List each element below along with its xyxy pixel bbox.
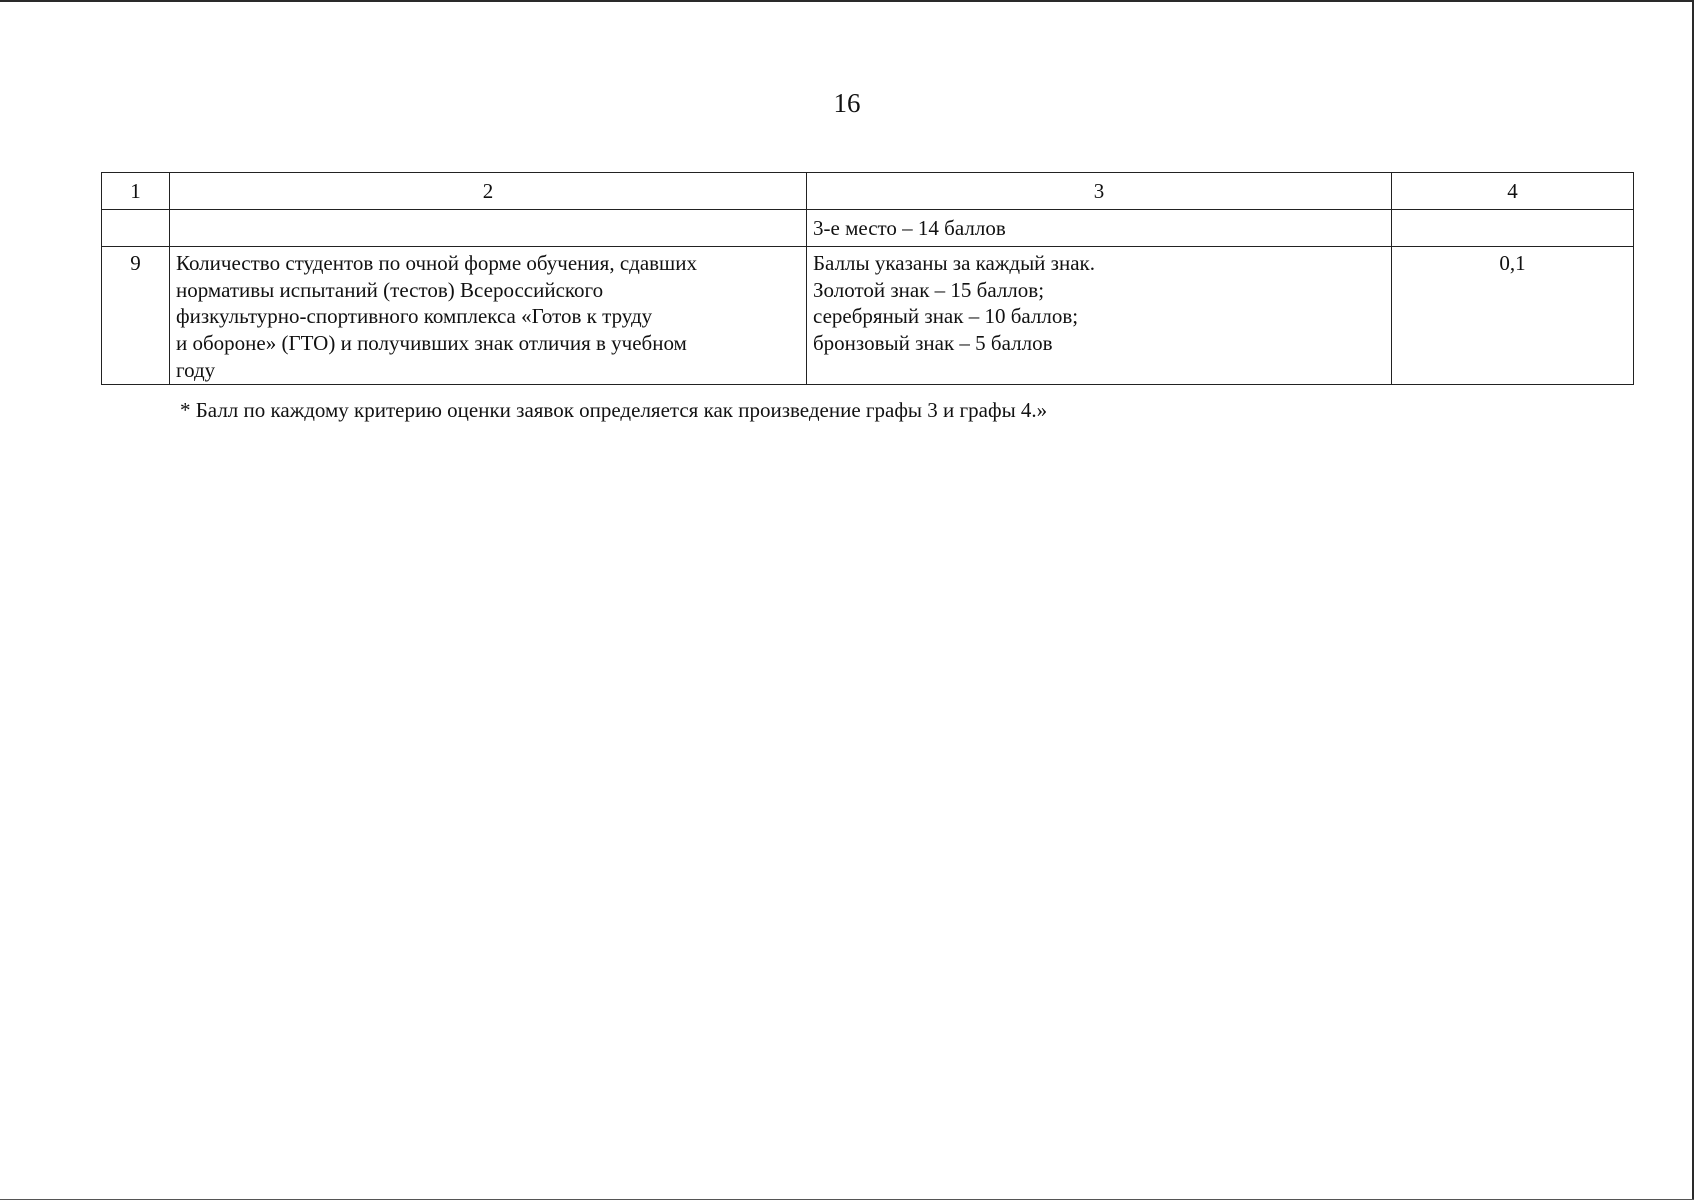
criterion-line: и обороне» (ГТО) и получивших знак отличия в учебном <box>176 330 687 355</box>
cell-criterion <box>170 247 807 385</box>
table-row-9 <box>102 247 1634 385</box>
points-line: серебряный знак – 10 баллов; <box>813 304 1079 329</box>
criterion-line: Количество студентов по очной форме обучения, сдавших <box>176 251 697 275</box>
criterion-line: физкультурно-спортивного комплекса «Готов к труду <box>176 304 653 329</box>
points-line: бронзовый знак – 5 баллов <box>813 330 1053 355</box>
criterion-line: нормативы испытаний (тестов) Всероссийского <box>176 277 604 302</box>
column-number-4: 4 <box>1392 173 1634 210</box>
scan-edge-top <box>0 0 1694 2</box>
column-number-2: 2 <box>170 173 807 210</box>
table-row-continuation <box>102 210 1634 247</box>
cell-criterion <box>170 210 807 247</box>
criteria-table <box>101 172 1634 385</box>
cell-weight <box>1392 210 1634 247</box>
cell-row-number <box>102 210 170 247</box>
cell-points <box>807 247 1392 385</box>
cell-weight: 0,1 <box>1392 247 1634 385</box>
column-number-1: 1 <box>102 173 170 210</box>
points-line: Баллы указаны за каждый знак. <box>813 251 1095 275</box>
page-number: 16 <box>833 88 861 118</box>
table-header-row <box>102 173 1634 210</box>
points-line: Золотой знак – 15 баллов; <box>813 277 1045 302</box>
cell-points: 3-е место – 14 баллов <box>807 210 1392 247</box>
criterion-line: году <box>176 357 216 382</box>
cell-row-number: 9 <box>102 247 170 385</box>
column-number-3: 3 <box>807 173 1392 210</box>
footnote: * Балл по каждому критерию оценки заявок определяется как произведение графы 3 и графы 4.» <box>180 398 1048 422</box>
